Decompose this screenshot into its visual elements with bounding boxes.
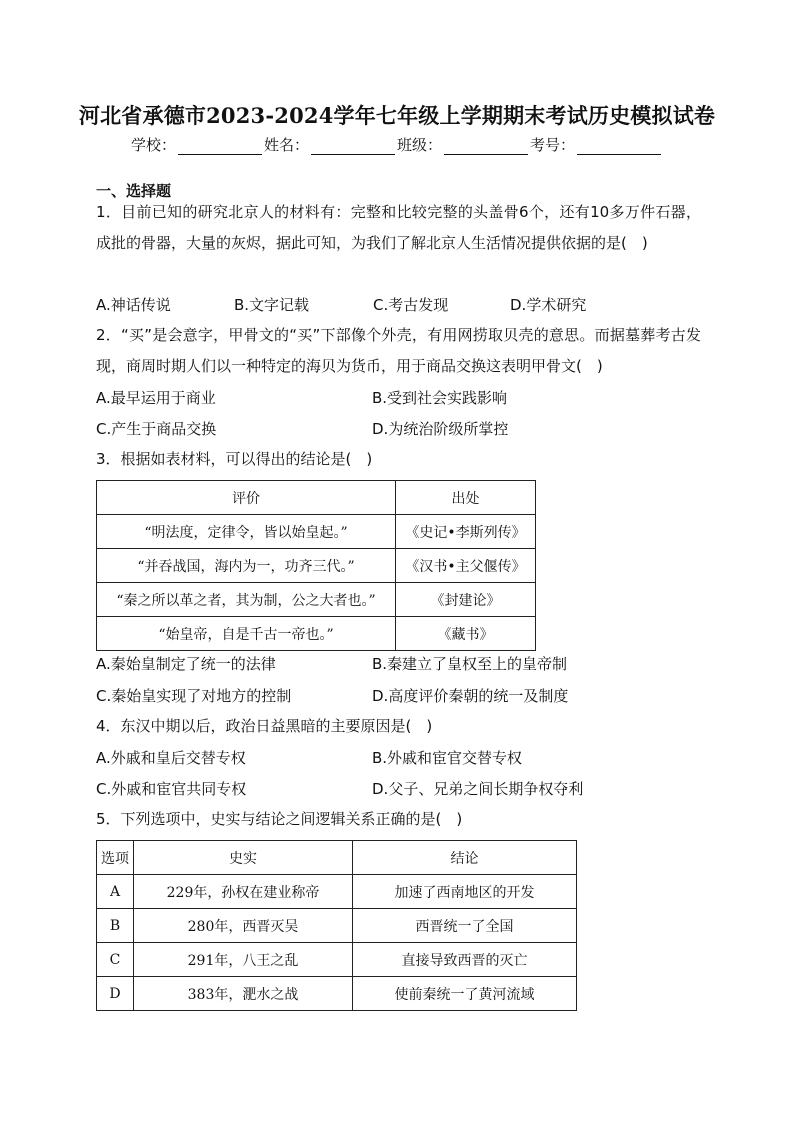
table-cell: 《藏书》 bbox=[396, 617, 536, 651]
table-row bbox=[97, 875, 577, 909]
question-3-options-row1 bbox=[96, 653, 716, 677]
table-header-row bbox=[97, 481, 536, 515]
class-blank[interactable] bbox=[444, 138, 528, 155]
q2-option-c[interactable]: C.产生于商品交换 bbox=[96, 420, 217, 438]
name-blank[interactable] bbox=[311, 138, 395, 155]
table-cell: “秦之所以革之者，其为制，公之大者也。” bbox=[97, 583, 396, 617]
table-row bbox=[97, 549, 536, 583]
table-row bbox=[97, 617, 536, 651]
table-header-cell: 选项 bbox=[97, 841, 134, 875]
q2-option-d[interactable]: D.为统治阶级所掌控 bbox=[372, 420, 509, 438]
table-cell: 直接导致西晋的灭亡 bbox=[353, 943, 577, 977]
question-4-stem: 4．东汉中期以后，政治日益黑暗的主要原因是( ) bbox=[96, 717, 433, 735]
question-1-stem: 1．目前已知的研究北京人的材料有：完整和比较完整的头盖骨6个，还有10多万件石器，成批的骨器，大量的灰烬，据此可知，为我们了解北京人生活情况提供依据的是( ) bbox=[96, 203, 701, 252]
table-cell: “始皇帝，自是千古一帝也。” bbox=[97, 617, 396, 651]
question-2-options-row1 bbox=[96, 387, 716, 411]
number-label: 考号： bbox=[530, 136, 576, 154]
q1-option-d[interactable]: D.学术研究 bbox=[510, 296, 587, 314]
table-header-cell: 史实 bbox=[134, 841, 353, 875]
school-blank[interactable] bbox=[178, 138, 262, 155]
table-cell: 使前秦统一了黄河流域 bbox=[353, 977, 577, 1011]
table-row bbox=[97, 583, 536, 617]
question-3-stem: 3．根据如表材料，可以得出的结论是( ) bbox=[96, 450, 373, 468]
question-1-options bbox=[96, 294, 716, 318]
table-cell: 西晋统一了全国 bbox=[353, 909, 577, 943]
question-2-options-row2 bbox=[96, 418, 716, 442]
q4-option-a[interactable]: A.外戚和皇后交替专权 bbox=[96, 749, 246, 767]
class-label: 班级： bbox=[397, 136, 443, 154]
table-header-row bbox=[97, 841, 577, 875]
student-info-line bbox=[0, 134, 794, 155]
question-3-table bbox=[96, 480, 536, 651]
table-cell: 《封建论》 bbox=[396, 583, 536, 617]
q3-option-c[interactable]: C.秦始皇实现了对地方的控制 bbox=[96, 687, 292, 705]
table-row bbox=[97, 909, 577, 943]
q4-option-d[interactable]: D.父子、兄弟之间长期争权夺利 bbox=[372, 780, 584, 798]
q3-option-d[interactable]: D.高度评价秦朝的统一及制度 bbox=[372, 687, 569, 705]
q1-option-a[interactable]: A.神话传说 bbox=[96, 296, 171, 314]
question-3-options-row2 bbox=[96, 685, 716, 709]
table-row bbox=[97, 515, 536, 549]
q2-option-b[interactable]: B.受到社会实践影响 bbox=[372, 389, 508, 407]
table-cell: 《汉书•主父偃传》 bbox=[396, 549, 536, 583]
q3-option-b[interactable]: B.秦建立了皇权至上的皇帝制 bbox=[372, 655, 568, 673]
q4-option-c[interactable]: C.外戚和宦官共同专权 bbox=[96, 780, 247, 798]
name-label: 姓名： bbox=[263, 136, 309, 154]
table-row bbox=[97, 943, 577, 977]
question-4-options-row2 bbox=[96, 778, 716, 802]
q2-option-a[interactable]: A.最早运用于商业 bbox=[96, 389, 216, 407]
school-label: 学校： bbox=[130, 136, 176, 154]
table-header-cell: 结论 bbox=[353, 841, 577, 875]
table-cell: 加速了西南地区的开发 bbox=[353, 875, 577, 909]
table-cell: “明法度，定律令，皆以始皇起。” bbox=[97, 515, 396, 549]
table-row bbox=[97, 977, 577, 1011]
section-title: 一、选择题 bbox=[96, 182, 172, 200]
q4-option-b[interactable]: B.外戚和宦官交替专权 bbox=[372, 749, 523, 767]
q1-option-c[interactable]: C.考古发现 bbox=[373, 296, 449, 314]
q1-option-b[interactable]: B.文字记载 bbox=[234, 296, 310, 314]
table-cell: D bbox=[97, 977, 134, 1011]
question-5-table bbox=[96, 840, 577, 1011]
table-cell: 291年，八王之乱 bbox=[134, 943, 353, 977]
table-cell: C bbox=[97, 943, 134, 977]
question-2-stem: 2．“买”是会意字，甲骨文的“买”下部像个外壳，有用网捞取贝壳的意思。而据墓葬考古发现，商周时期人们以一种特定的海贝为货币，用于商品交换这表明甲骨文( ) bbox=[96, 326, 701, 375]
question-5-stem: 5．下列选项中，史实与结论之间逻辑关系正确的是( ) bbox=[96, 810, 463, 828]
table-cell: A bbox=[97, 875, 134, 909]
table-cell: 《史记•李斯列传》 bbox=[396, 515, 536, 549]
question-4-options-row1 bbox=[96, 747, 716, 771]
table-cell: “并吞战国，海内为一，功齐三代。” bbox=[97, 549, 396, 583]
table-cell: 383年，淝水之战 bbox=[134, 977, 353, 1011]
table-cell: 280年，西晋灭吴 bbox=[134, 909, 353, 943]
q3-option-a[interactable]: A.秦始皇制定了统一的法律 bbox=[96, 655, 276, 673]
table-cell: 229年，孙权在建业称帝 bbox=[134, 875, 353, 909]
table-header-cell: 出处 bbox=[396, 481, 536, 515]
table-header-cell: 评价 bbox=[97, 481, 396, 515]
exam-title: 河北省承德市2023-2024学年七年级上学期期末考试历史模拟试卷 bbox=[78, 103, 716, 128]
table-cell: B bbox=[97, 909, 134, 943]
number-blank[interactable] bbox=[577, 138, 661, 155]
